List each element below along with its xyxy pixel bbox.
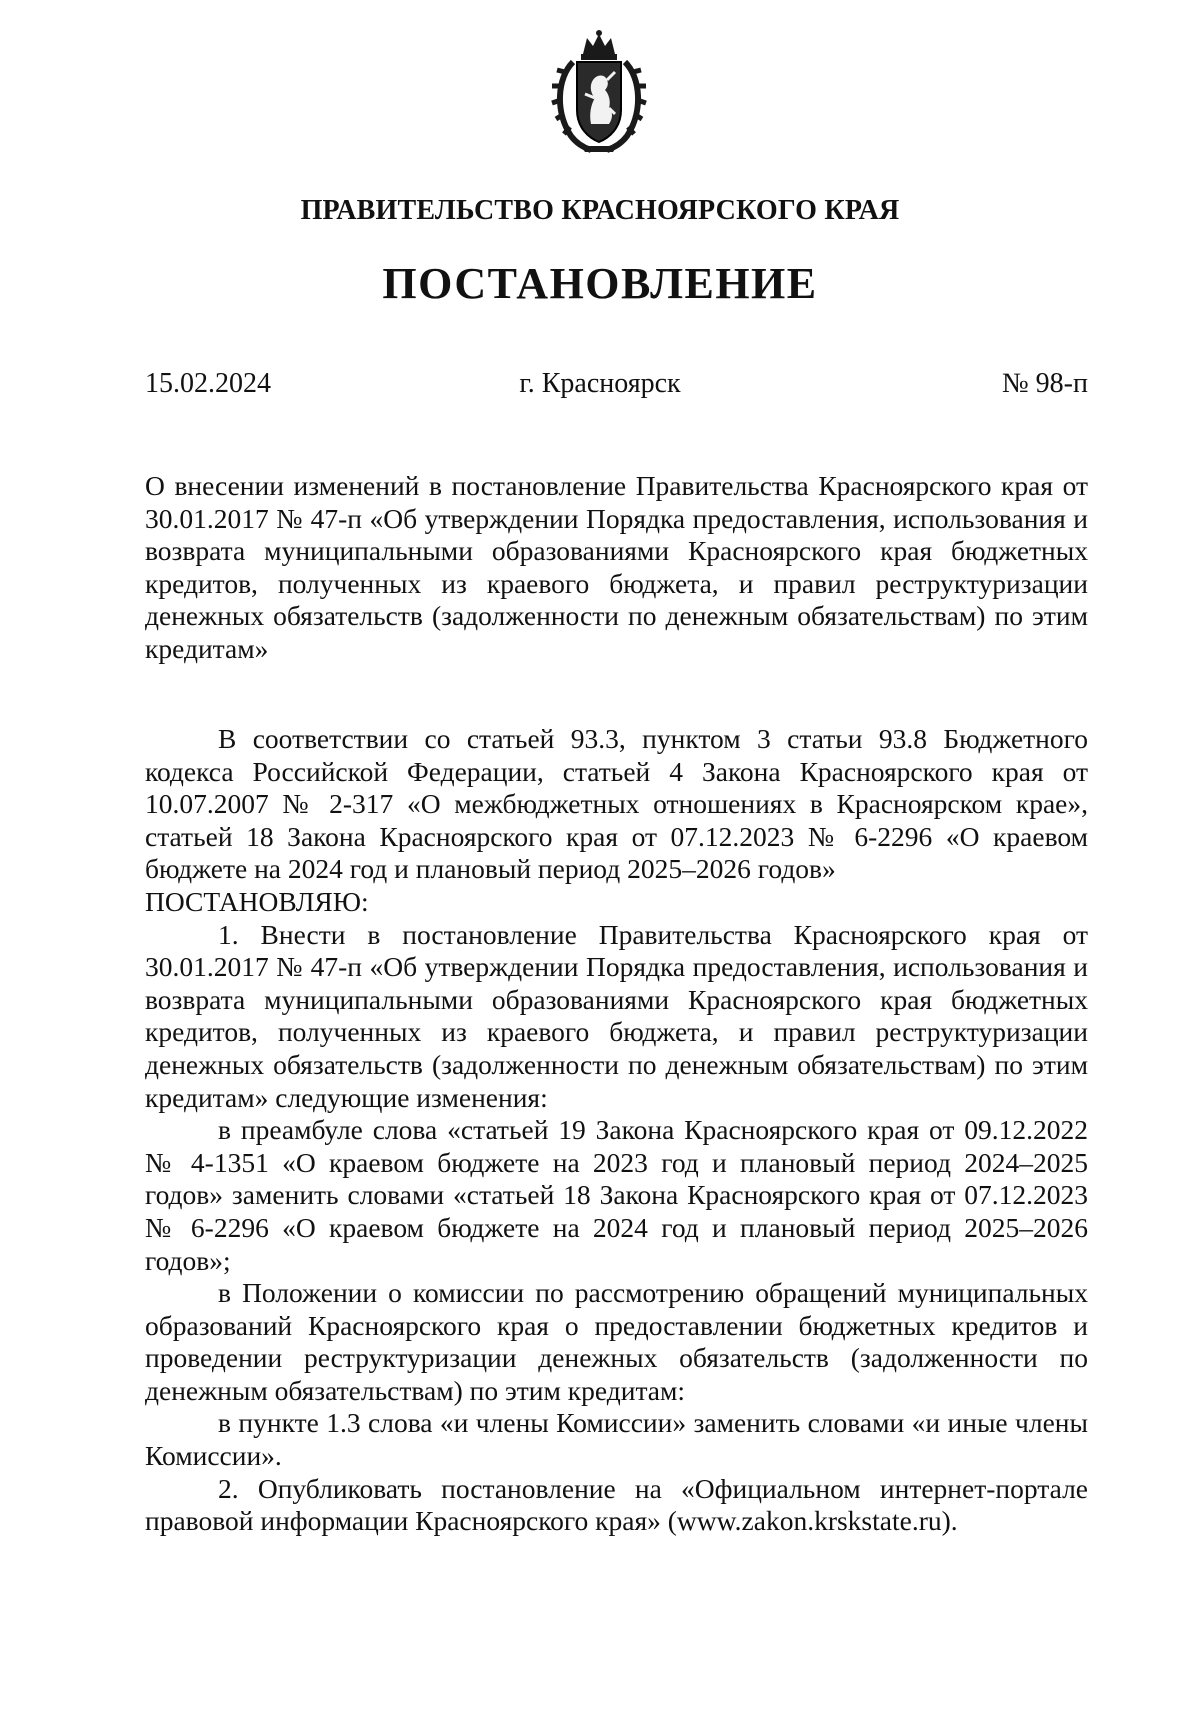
preamble-paragraph: В соответствии со статьей 93.3, пунктом 3 статьи 93.8 Бюджетного кодекса Российской Федерации, статьей 4 Закона Красноярского края от 10.07.2007 № 2-317 «О межбюджетных отношениях в Красноярском крае», статьей 18 Закона Красноярского края от 07.12.2023 № 6-2296 «О краевом бюджете на 2024 год и плановый период 2025–2026 годов» (145, 723, 1088, 885)
document-date: 15.02.2024 (145, 368, 271, 399)
document-type: ПОСТАНОВЛЕНИЕ (382, 259, 818, 308)
item-1-a-paragraph: в преамбуле слова «статьей 19 Закона Красноярского края от 09.12.2022 № 4-1351 «О краевом бюджете на 2023 год и плановый период 2024–2025 годов» заменить словами «статьей 18 Закона Красноярского края от 07.12.2023 № 6-2296 «О краевом бюджете на 2024 год и плановый период 2025–2026 годов»; (145, 1114, 1088, 1276)
document-title: О внесении изменений в постановление Правительства Красноярского края от 30.01.2017 № 47-п «Об утверждении Порядка предоставления, использования и возврата муниципальными образованиями Красноярского края бюджетных кредитов, полученных из краевого бюджета, и правил реструктуризации денежных обязательств (задолженности по денежным обязательствам) по этим кредитам» (145, 470, 1088, 664)
document-body (145, 723, 1088, 1538)
document-city: г. Красноярск (519, 368, 681, 399)
document-number: № 98-п (1001, 368, 1088, 399)
decree-word: ПОСТАНОВЛЯЮ: (145, 885, 369, 917)
item-1-c-paragraph: в пункте 1.3 слова «и члены Комиссии» заменить словами «и иные члены Комиссии». (145, 1407, 1088, 1472)
coat-of-arms-icon (551, 28, 647, 156)
item-1-paragraph: 1. Внести в постановление Правительства Красноярского края от 30.01.2017 № 47-п «Об утверждении Порядка предоставления, использования и возврата муниципальными образованиями Красноярского края бюджетных кредитов, полученных из краевого бюджета, и правил реструктуризации денежных обязательств (задолженности по денежным обязательствам) по этим кредитам» следующие изменения: (145, 918, 1088, 1113)
item-2-paragraph: 2. Опубликовать постановление на «Официальном интернет-портале правовой информации Красноярского края» (www.zakon.krskstate.ru). (145, 1472, 1088, 1537)
organization-name: ПРАВИТЕЛЬСТВО КРАСНОЯРСКОГО КРАЯ (300, 195, 900, 226)
item-1-b-paragraph: в Положении о комиссии по рассмотрению обращений муниципальных образований Красноярского края о предоставлении бюджетных кредитов и проведении реструктуризации денежных обязательств (задолженности по денежным обязательствам) по этим кредитам: (145, 1277, 1088, 1406)
